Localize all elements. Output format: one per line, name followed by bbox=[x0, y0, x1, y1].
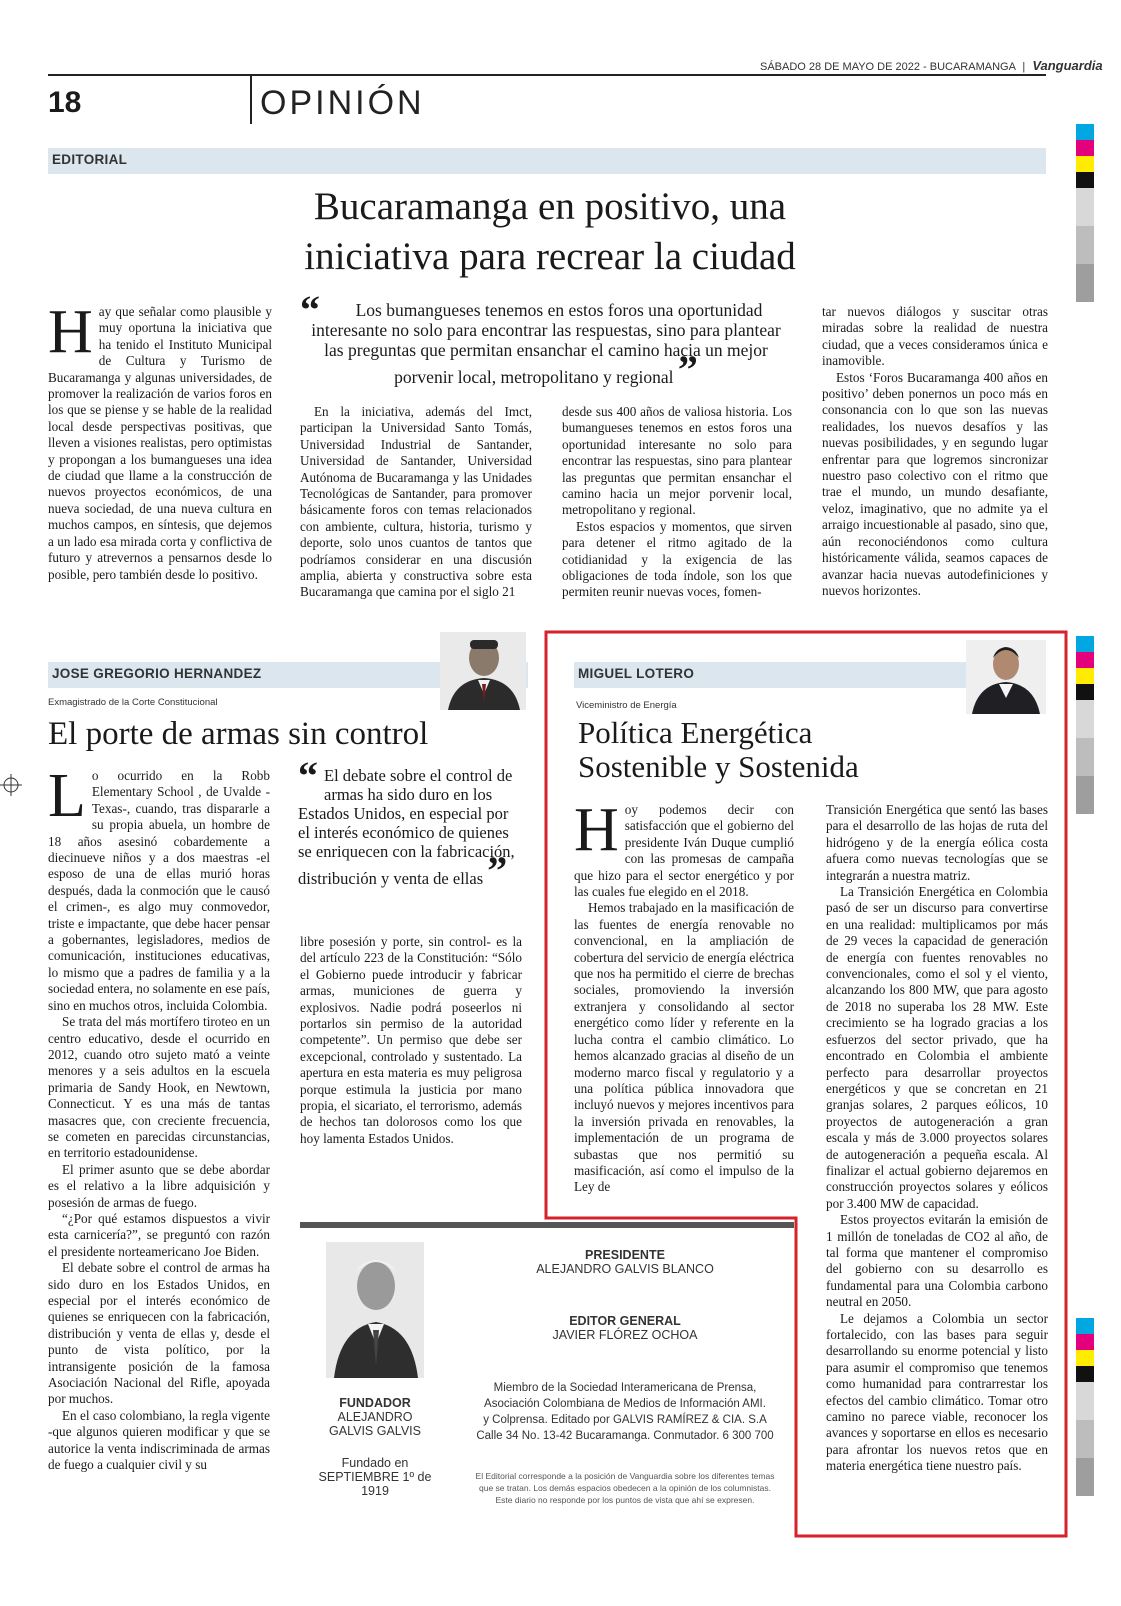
gray-swatch-3 bbox=[1076, 1458, 1094, 1496]
editorial-col4-p2: Estos ‘Foros Bucaramanga 400 años en positivo’ deben ponernos un poco más en consonancia con lo que son las nuevas realidades, los nuevos desafíos y las nuevas posibilidades, y en segundo lugar enfrentar para que logremos sincronizar nuestro paso colectivo con el ritmo que trae el mundo, un mundo desafiante, veloz, imaginativo, que no admite ya el arraigo incuestionable al pasado, sino que, aún reconociéndonos como cultura históricamente válida, seamos capaces de avanzar hacia nuevas autodefiniciones y nuevos horizontes. bbox=[822, 369, 1048, 598]
editorial-col3-p1: desde sus 400 años de valiosa historia. Los bumangueses tenemos en estos foros una oportunidad interesante no solo para encontrar las respuestas, sino para plantear las preguntas que permitan ensanchar el camino hacia un mejor porvenir local, metropolitano y regional. bbox=[562, 404, 792, 518]
page-number: 18 bbox=[48, 86, 82, 119]
right-column-col2-p2: La Transición Energética en Colombia pasó de ser un discurso para convertirse en una realidad: multiplicamos por más de 29 veces la capacidad de generación de energía con fuentes renovables no convencionales, como el sol y el viento, alcanzando los 800 MW, que para agosto de 2018 no superaba los 28 MW. Este crecimiento se ha logrado gracias a los esfuerzos del sector privado, que ha encontrado en Colombia el ambiente perfecto para desarrollar proyectos energéticos y que se concretan en 21 granjas solares, 2 parques eólicos, 10 proyectos de autogeneración a gran escala y más de 3.000 proyectos solares de autogeneración a pequeña escala. Al finalizar el actual gobierno dejaremos en construcción proyectos solares y eólicos por 3.400 MW de capacidad. bbox=[826, 884, 1048, 1211]
black-swatch bbox=[1076, 684, 1094, 700]
registration-mark-icon bbox=[0, 774, 22, 796]
black-swatch bbox=[1076, 172, 1094, 188]
editor-name: JAVIER FLÓREZ OCHOA bbox=[552, 1328, 698, 1342]
disclaimer-line3: Este diario no responde por los puntos de vista que ahí se expresen. bbox=[495, 1495, 755, 1505]
right-column-dropcap: H bbox=[574, 796, 619, 864]
member-line3: y Colprensa. Editado por GALVIS RAMÍREZ & CIA. S.A bbox=[483, 1414, 767, 1426]
left-column-author: JOSE GREGORIO HERNANDEZ bbox=[52, 666, 262, 681]
editorial-col2-text: En la iniciativa, además del Imct, participan la Universidad Santo Tomás, Universidad Industrial de Santander, Universidad de Santander, Universidad Autónoma de Bucaramanga y las Unidades Tecnológicas de Santander, para promover básicamente foros con temas relacionados con ambiente, cultura, historia, turismo y deporte, solo unos cuantos de tantos que podríamos considerar en una discusión amplia, abierta y constructiva sobre esta Bucaramanga que camina por el siglo 21 bbox=[300, 404, 532, 600]
gray-swatch-2 bbox=[1076, 1420, 1094, 1458]
color-bar-bottom bbox=[1076, 1318, 1094, 1496]
left-column-pullquote-text: El debate sobre el control de armas ha sido duro en los Estados Unidos, en especial por el interés económico de quienes se enriquecen con la fabricación, distribución y venta de ellas bbox=[298, 766, 515, 888]
founded-line1: Fundado en bbox=[341, 1456, 409, 1470]
brand-logo: Vanguardia bbox=[1032, 58, 1103, 73]
magenta-swatch bbox=[1076, 652, 1094, 668]
close-quote-mark: ” bbox=[677, 347, 698, 392]
editor-label: EDITOR GENERAL bbox=[569, 1314, 681, 1328]
gray-swatch-2 bbox=[1076, 226, 1094, 264]
color-bar-middle bbox=[1076, 636, 1094, 814]
left-column-col1-p6: En el caso colombiano, la regla vigente -que algunos quieren modificar y que se autorice la venta indiscriminada de armas de fuego a cualquier civil y su bbox=[48, 1407, 270, 1473]
disclaimer-line2: que se tratan. Los demás espacios obedecen a la opinión de los columnistas. bbox=[478, 1483, 772, 1493]
founder-name-line2: GALVIS GALVIS bbox=[329, 1424, 421, 1438]
gray-swatch-3 bbox=[1076, 264, 1094, 302]
cyan-swatch bbox=[1076, 124, 1094, 140]
magenta-swatch bbox=[1076, 1334, 1094, 1350]
open-quote-mark: “ bbox=[300, 287, 320, 332]
right-column-col2-p3: Estos proyectos evitarán la emisión de 1 millón de toneladas de CO2 al año, de tal forma que mantener el compromiso del gobierno con su desarrollo es fundamental para una Colombia carbono neutral en 2050. bbox=[826, 1212, 1048, 1310]
gray-swatch-1 bbox=[1076, 700, 1094, 738]
right-column-col2-p4: Le dejamos a Colombia un sector fortalecido, con las bases para seguir desarrollando su enorme potencial y listo para asumir el compromiso que tenemos como humanidad para contrarrestar los efectos del cambio climático. Tomar otro camino no parece viable, reconocer los avances y soportarse en ellos es necesario para afrontar los nuevos retos que en materia energética tiene nuestro país. bbox=[826, 1310, 1048, 1474]
black-swatch bbox=[1076, 1366, 1094, 1382]
cyan-swatch bbox=[1076, 1318, 1094, 1334]
left-column-title: El porte de armas sin control bbox=[48, 716, 429, 752]
right-column-title-line1: Política Energética bbox=[578, 715, 813, 750]
yellow-swatch bbox=[1076, 156, 1094, 172]
date-text: SÁBADO 28 DE MAYO DE 2022 - BUCARAMANGA bbox=[760, 61, 1016, 73]
cyan-swatch bbox=[1076, 636, 1094, 652]
gray-swatch-3 bbox=[1076, 776, 1094, 814]
editorial-pullquote-text: Los bumangueses tenemos en estos foros una oportunidad interesante no solo para encontrar las respuestas, sino para plantear las preguntas que permitan ensanchar el camino hacia un mejor porvenir local, metropolitano y regional bbox=[311, 300, 781, 387]
editorial-col4-p1: tar nuevos diálogos y suscitar otras miradas sobre la realidad de nuestra ciudad, que a veces consideramos única e inamovible. bbox=[822, 304, 1048, 369]
yellow-swatch bbox=[1076, 1350, 1094, 1366]
president-name: ALEJANDRO GALVIS BLANCO bbox=[536, 1262, 714, 1276]
left-column-col1-p4: “¿Por qué estamos dispuestos a vivir esta carnicería?”, se preguntó con razón el presidente norteamericano Joe Biden. bbox=[48, 1210, 270, 1259]
open-quote-mark: “ bbox=[298, 753, 318, 798]
magenta-swatch bbox=[1076, 140, 1094, 156]
yellow-swatch bbox=[1076, 668, 1094, 684]
color-bar-top bbox=[1076, 124, 1094, 302]
section-title: OPINIÓN bbox=[260, 84, 425, 122]
left-column-col1-p5: El debate sobre el control de armas ha sido duro en los Estados Unidos, en especial por el interés económico de quienes se enriquecen con la fabricación, distribución y venta de ellas y, desde el punto de vista político, por la intransigente posición de la famosa Asociación Nacional del Rifle, apoyada por muchos. bbox=[48, 1260, 270, 1407]
member-line4: Calle 34 No. 13-42 Bucaramanga. Conmutador. 6 300 700 bbox=[476, 1430, 774, 1442]
gray-swatch-2 bbox=[1076, 738, 1094, 776]
close-quote-mark: ” bbox=[487, 848, 508, 893]
member-line2: Asociación Colombiana de Medios de Información AMI. bbox=[484, 1398, 766, 1410]
left-column-role: Exmagistrado de la Corte Constitucional bbox=[48, 697, 218, 708]
left-column-col1-p3: El primer asunto que se debe abordar es el relativo a la libre adquisición y posesión de armas de fuego. bbox=[48, 1161, 270, 1210]
editorial-col1-text: ay que señalar como plausible y muy oportuna la iniciativa que ha tenido el Instituto Municipal de Cultura y Turismo de Bucaramanga y algunas universidades, de promover la realización de varios foros en los que se piense y se hable de la realidad local desde perspectivas positivas, que lleven a visiones realistas, pero optimistas y propongan a los bumangueses una idea de ciudad que llame a la construcción de nuevos proyectos económicos, de una nueva sociedad, de una nueva cultura en muchos campos, en síntesis, que dejemos a un lado esa mirada corta y conflictiva de futuro y atrevernos a pensarnos desde lo posible, pero también desde lo positivo. bbox=[48, 304, 272, 582]
editorial-col3-p2: Estos espacios y momentos, que sirven para detener el ritmo agitado de la cotidianidad y la exigencia de las obligaciones de toda índole, son los que permiten reunir nuevas voces, fomen- bbox=[562, 518, 792, 600]
left-column-dropcap: L bbox=[48, 762, 86, 830]
right-column-title-line2: Sostenible y Sostenida bbox=[578, 749, 859, 784]
left-column-col1-p1: o ocurrido en la Robb Elementary School , de Uvalde -Texas-, cuando, tras dispararle a su propia abuela, un hombre de 18 años asesinó cobardemente a diecinueve niños y a dos maestras -el esposo de una de ellas murió horas después, dada la conmoción que le causó el crimen-, es algo muy conmovedor, triste e impactante, que debe hacer pensar a gobernantes, legisladores, medios de comunicación, instituciones educativas, lo mismo que a padres de familia y a la sociedad entera, no solamente en ese país, sino en muchos otros, incluida Colombia. bbox=[48, 768, 270, 1013]
right-column-col1-p1: oy podemos decir con satisfacción que el gobierno del presidente Iván Duque cumplió con las promesas de campaña que hizo para el sector energético y por las cuales fue elegido en el 2018. bbox=[574, 802, 794, 900]
right-column-col1-p2: Hemos trabajado en la masificación de las fuentes de energía renovable no convencional, en la ampliación de cobertura del servicio de energía eléctrica que nos ha permitido el cierre de brechas sociales, promoviendo la inversión extranjera y consolidando al sector energético como líder y referente en la lucha contra el cambio climático. Lo hemos alcanzado gracias al diseño de un moderno marco fiscal y regulatorio y a una política pública innovadora que incluyó nuevos y mejores incentivos para la inversión privada en renovables, la implementación de un programa de subastas que nos permitió su masificación, así como el impulso de la Ley de bbox=[574, 900, 794, 1195]
founder-name-line1: ALEJANDRO bbox=[337, 1410, 413, 1424]
editorial-dropcap: H bbox=[48, 298, 93, 366]
right-column-author: MIGUEL LOTERO bbox=[578, 666, 695, 681]
member-line1: Miembro de la Sociedad Interamericana de Prensa, bbox=[493, 1382, 757, 1394]
gray-swatch-1 bbox=[1076, 188, 1094, 226]
left-column-col2-text: libre posesión y porte, sin control- es la del artículo 223 de la Constitución: “Sólo el Gobierno puede introducir y fabricar armas, municiones de guerra y explosivos. Nadie podrá poseerlos ni portarlos sin permiso de la autoridad competente”. Un permiso que debe ser excepcional, controlado y sustentado. La apertura en esta materia es muy peligrosa porque estimula la justicia por mano propia, el sicariato, el terrorismo, además de hechos tan dolorosos como los que hoy lamenta Estados Unidos. bbox=[300, 934, 522, 1146]
president-label: PRESIDENTE bbox=[585, 1248, 665, 1262]
editorial-label: EDITORIAL bbox=[52, 152, 128, 167]
disclaimer-line1: El Editorial corresponde a la posición de Vanguardia sobre los diferentes temas bbox=[475, 1471, 775, 1481]
editorial-title-line1: Bucaramanga en positivo, una bbox=[313, 185, 787, 228]
right-column-col2-p1: Transición Energética que sentó las bases para el desarrollo de las hojas de ruta del hidrógeno y de la energía eólica costa afuera como nuevas tecnologías que se integrarán a nuestra matriz. bbox=[826, 802, 1048, 883]
date-line: SÁBADO 28 DE MAYO DE 2022 - BUCARAMANGA | Vanguardia bbox=[760, 58, 1103, 73]
left-column-col1-p2: Se trata del más mortífero tiroteo en un centro educativo, desde el ocurrido en 2012, cuando otro sujeto mató a veinte menores y a seis adultos en la escuela primaria de Sandy Hook, en Newtown, Connecticut. Y es una más de tantas masacres que, con creciente frecuencia, se cometen en parecidas circunstancias, en territorio estadounidense. bbox=[48, 1014, 270, 1161]
founder-label: FUNDADOR bbox=[339, 1396, 411, 1410]
gray-swatch-1 bbox=[1076, 1382, 1094, 1420]
founded-line2: SEPTIEMBRE 1º de 1919 bbox=[318, 1470, 432, 1498]
right-column-role: Viceministro de Energía bbox=[576, 700, 677, 711]
editorial-title-line2: iniciativa para recrear la ciudad bbox=[304, 235, 796, 278]
